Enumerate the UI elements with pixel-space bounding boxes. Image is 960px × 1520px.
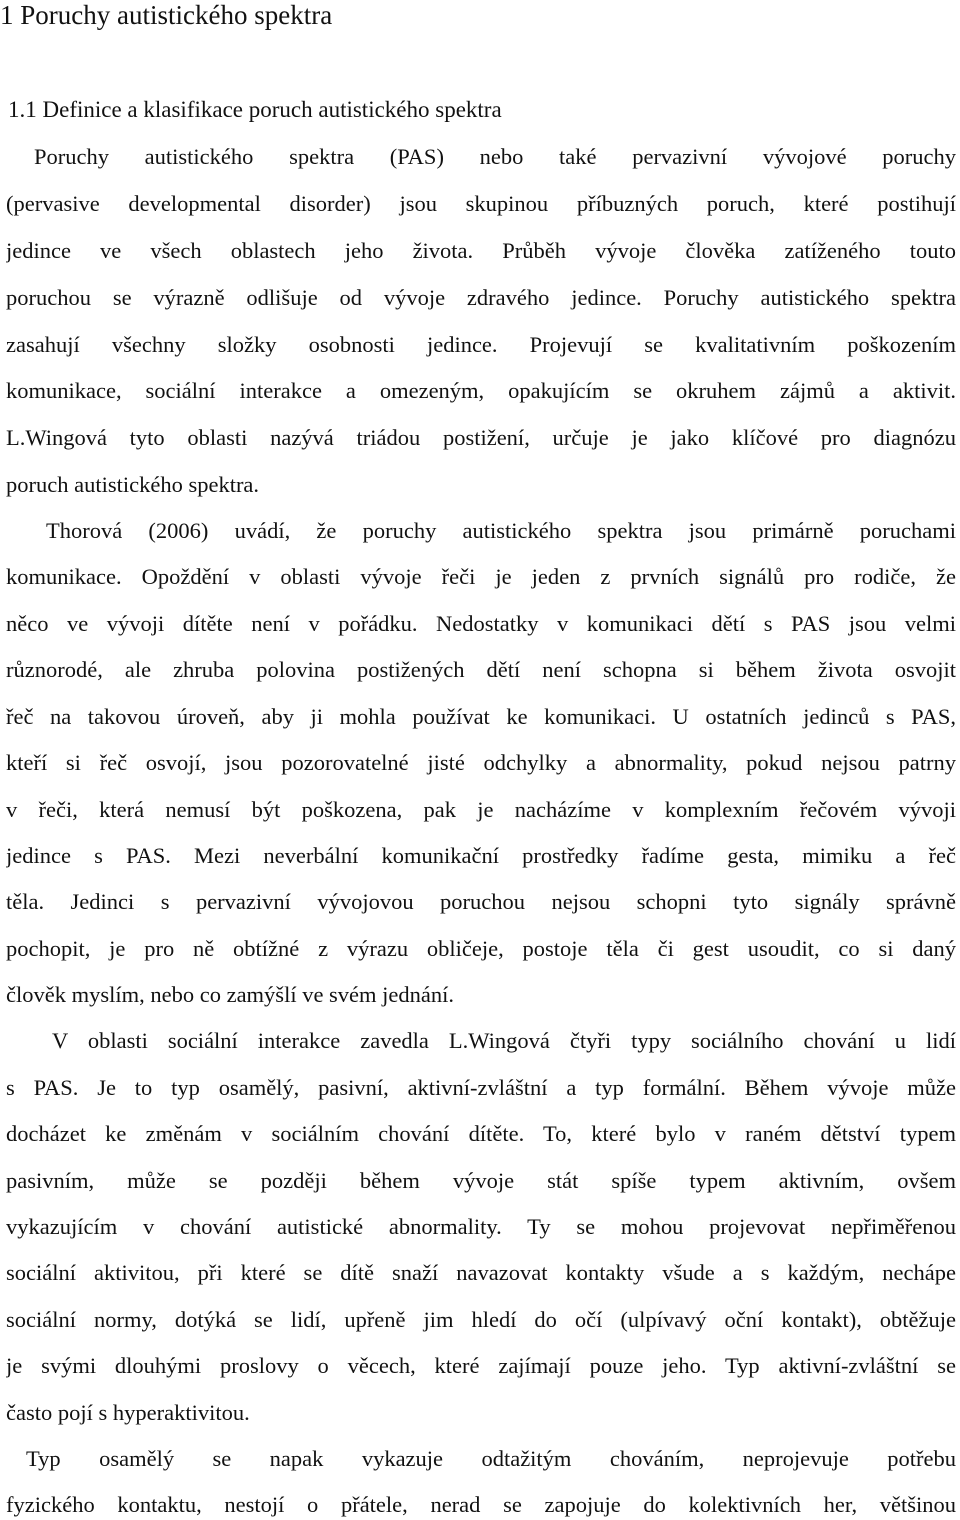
section-heading: 1.1 Definice a klasifikace poruch autistického spektra	[8, 97, 502, 122]
text-line: těla. Jedinci s pervazivní vývojovou poruchou nejsou schopni tyto signály správně	[6, 889, 956, 914]
text-line: často pojí s hyperaktivitou.	[6, 1400, 250, 1425]
text-line: kteří si řeč osvojí, jsou pozorovatelné jisté odchylky a abnormality, pokud nejsou patrny	[6, 750, 956, 775]
text-line: pochopit, je pro ně obtížné z výrazu obličeje, postoje těla či gest usoudit, co si daný	[6, 936, 956, 961]
text-line: L.Wingová tyto oblasti nazývá triádou postižení, určuje je jako klíčové pro diagnózu	[6, 425, 956, 450]
text-line: v řeči, která nemusí být poškozena, pak je nacházíme v komplexním řečovém vývoji	[6, 797, 956, 822]
text-line: komunikace, sociální interakce a omezeným, opakujícím se okruhem zájmů a aktivit.	[6, 378, 956, 403]
text-line: pasivním, může se později během vývoje stát spíše typem aktivním, ovšem	[6, 1168, 956, 1193]
text-line: různorodé, ale zhruba polovina postižených dětí není schopna si během života osvojit	[6, 657, 956, 682]
text-line: něco ve vývoji dítěte není v pořádku. Nedostatky v komunikaci dětí s PAS jsou velmi	[6, 611, 956, 636]
text-line: poruch autistického spektra.	[6, 472, 260, 497]
text-line: sociální normy, dotýká se lidí, upřeně jim hledí do očí (ulpívavý oční kontakt), obtěžuje	[6, 1307, 956, 1332]
text-line: jedince ve všech oblastech jeho života. Průběh vývoje člověka zatíženého touto	[6, 238, 956, 263]
text-line: s PAS. Je to typ osamělý, pasivní, aktivní-zvláštní a typ formální. Během vývoje může	[6, 1075, 956, 1100]
text-line: sociální aktivitou, při které se dítě snaží navazovat kontakty všude a s každým, nechápe	[6, 1260, 956, 1285]
chapter-heading: 1 Poruchy autistického spektra	[0, 0, 333, 30]
text-line: jedince s PAS. Mezi neverbální komunikační prostředky řadíme gesta, mimiku a řeč	[6, 843, 956, 868]
text-line: docházet ke změnám v sociálním chování dítěte. To, které bylo v raném dětství typem	[6, 1121, 956, 1146]
text-line: (pervasive developmental disorder) jsou skupinou příbuzných poruch, které postihují	[6, 191, 956, 216]
text-line: řeč na takovou úroveň, aby ji mohla používat ke komunikaci. U ostatních jedinců s PAS,	[6, 704, 956, 729]
text-line: zasahují všechny složky osobnosti jedince. Projevují se kvalitativním poškozením	[6, 332, 956, 357]
text-line: Thorová (2006) uvádí, že poruchy autistického spektra jsou primárně poruchami	[46, 518, 956, 543]
text-line: je svými dlouhými proslovy o věcech, které zajímají pouze jeho. Typ aktivní-zvláštní se	[6, 1353, 956, 1378]
text-line: V oblasti sociální interakce zavedla L.Wingová čtyři typy sociálního chování u lidí	[52, 1028, 956, 1053]
text-line: člověk myslím, nebo co zamýšlí ve svém jednání.	[6, 982, 455, 1007]
text-line: poruchou se výrazně odlišuje od vývoje zdravého jedince. Poruchy autistického spektra	[6, 285, 956, 310]
text-line: komunikace. Opoždění v oblasti vývoje řeči je jeden z prvních signálů pro rodiče, že	[6, 564, 956, 589]
text-line: Poruchy autistického spektra (PAS) nebo také pervazivní vývojové poruchy	[34, 144, 956, 169]
text-line: Typ osamělý se napak vykazuje odtažitým chováním, neprojevuje potřebu	[26, 1446, 956, 1471]
text-line: fyzického kontaktu, nestojí o přátele, nerad se zapojuje do kolektivních her, většinou	[6, 1492, 956, 1517]
text-line: vykazujícím v chování autistické abnormality. Ty se mohou projevovat nepřiměřenou	[6, 1214, 956, 1239]
